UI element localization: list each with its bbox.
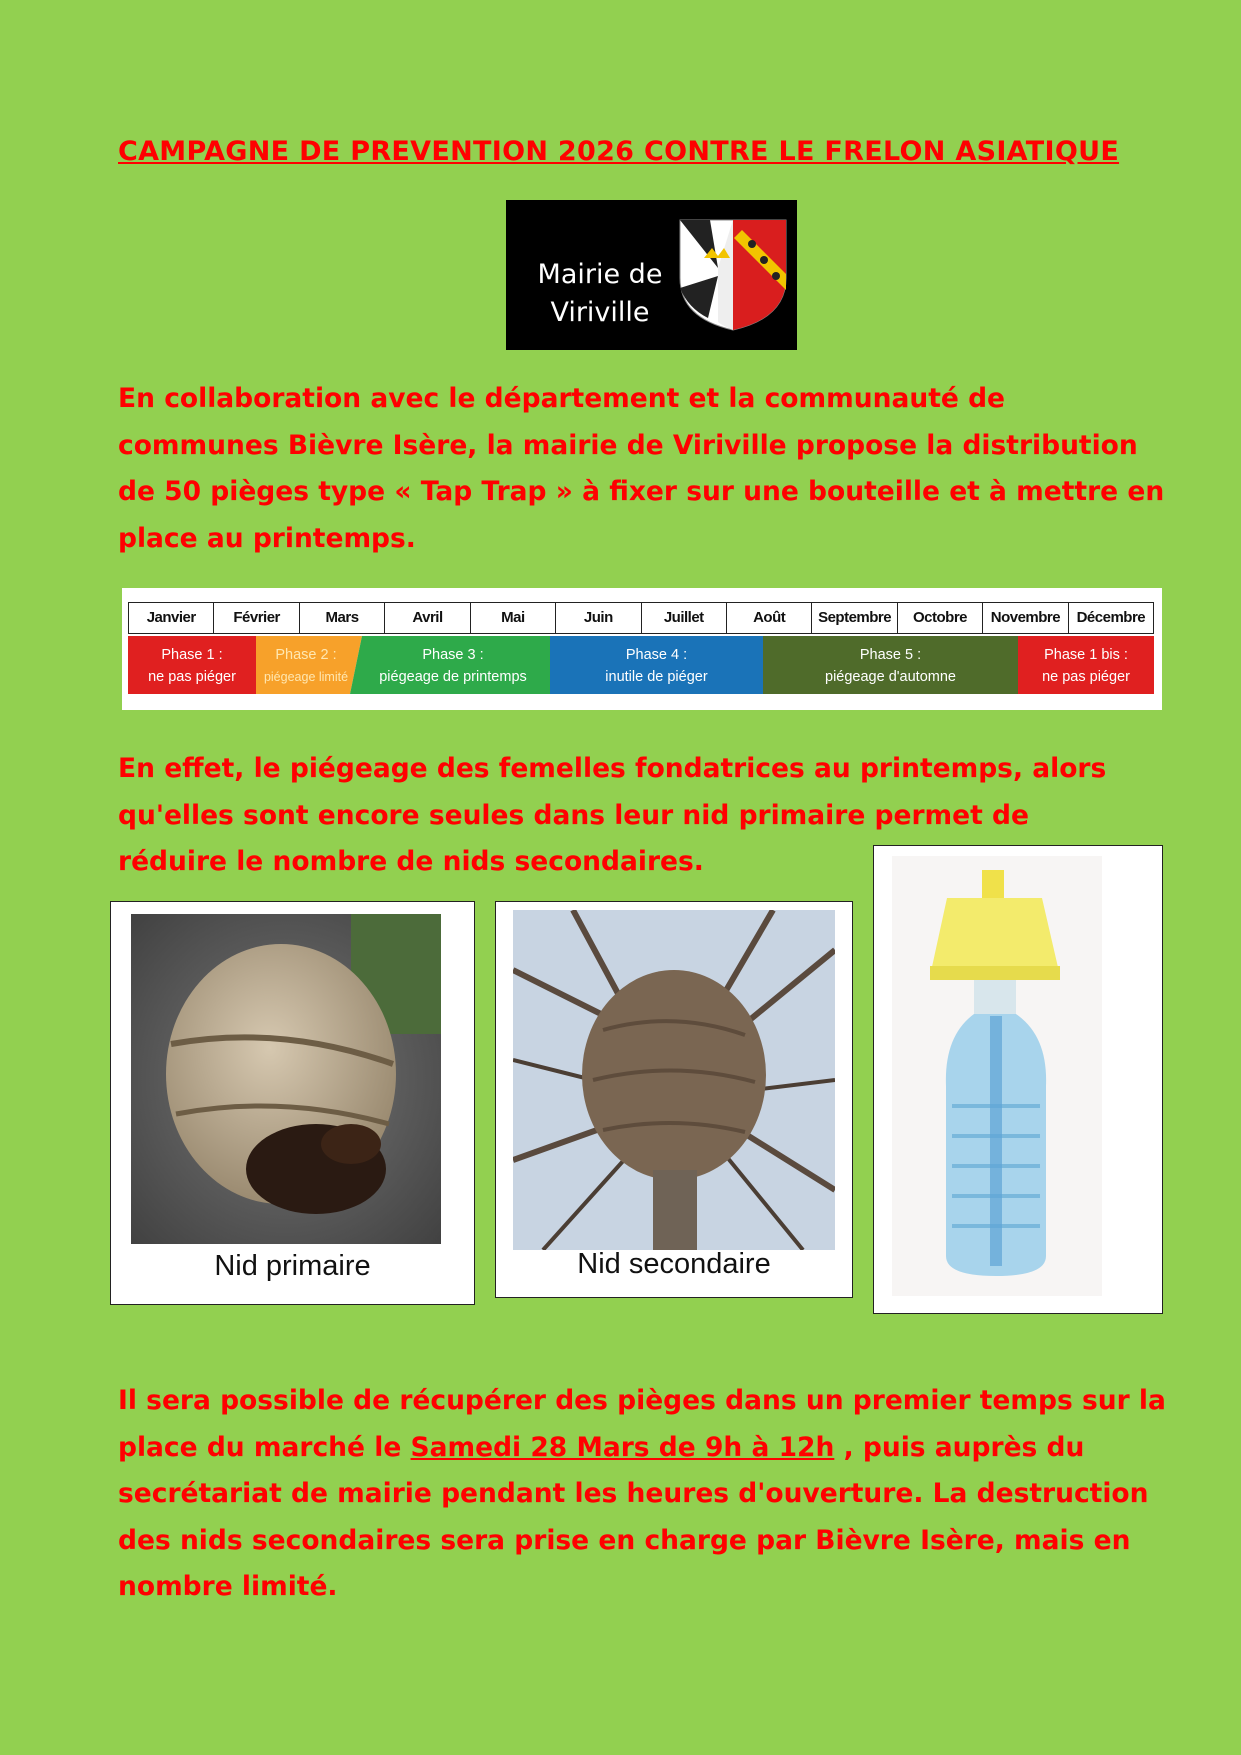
month-cell: Mars	[300, 603, 385, 633]
month-cell: Juin	[556, 603, 641, 633]
phase-label	[763, 644, 1018, 688]
phase-desc: piégeage d'automne	[825, 669, 956, 685]
month-cell: Août	[727, 603, 812, 633]
coat-of-arms-icon	[678, 218, 788, 332]
photo-primary-nest	[110, 901, 475, 1305]
phase-title: Phase 3 :	[422, 647, 484, 663]
phase-desc: ne pas piéger	[148, 669, 236, 685]
mairie-logo	[506, 200, 797, 350]
logo-line-1: Mairie de	[537, 259, 663, 290]
phase-label	[256, 644, 356, 688]
month-cell: Février	[214, 603, 299, 633]
phase-label	[1018, 644, 1154, 688]
phase-label	[550, 644, 763, 688]
logo-text	[520, 256, 680, 332]
phase-desc: piégeage de printemps	[379, 669, 527, 685]
phase-desc: ne pas piéger	[1042, 669, 1130, 685]
month-cell: Avril	[385, 603, 470, 633]
phase-title: Phase 2 :	[275, 647, 337, 663]
pickup-text-after: , puis auprès du secrétariat de mairie pendant les heures d'ouverture. La destruction des nids secondaires sera prise en charge par Bièvre Isère, mais en nombre limité.	[118, 1431, 1149, 1602]
primary-nest-image	[131, 914, 441, 1244]
phase-title: Phase 1 bis :	[1044, 647, 1128, 663]
phase-title: Phase 5 :	[859, 647, 922, 663]
pickup-text-before: Il sera possible de récupérer des pièges dans un premier temps sur la place du marché le	[118, 1385, 1166, 1463]
month-cell: Septembre	[812, 603, 897, 633]
phase-label	[356, 644, 550, 688]
caption-primary: Nid primaire	[214, 1250, 371, 1282]
intro-paragraph: En collaboration avec le département et la communauté de communes Bièvre Isère, la mairie de Viriville propose la distribution de 50 pièges type « Tap Trap » à fixer sur une bouteille et à mettre en place au printemps.	[118, 383, 1165, 554]
trapping-calendar	[122, 588, 1162, 710]
month-cell: Janvier	[129, 603, 214, 633]
phase-desc: piégeage limité	[263, 670, 349, 684]
page-title: CAMPAGNE DE PREVENTION 2026 CONTRE LE FRELON ASIATIQUE	[118, 136, 1120, 167]
pickup-date: Samedi 28 Mars de 9h à 12h	[410, 1431, 835, 1463]
logo-line-2: Viriville	[550, 297, 650, 328]
calendar-months	[128, 602, 1154, 634]
caption-secondary: Nid secondaire	[577, 1248, 771, 1280]
pickup-paragraph	[118, 1378, 1178, 1611]
phase-title: Phase 1 :	[161, 647, 223, 663]
phase-label	[128, 644, 256, 688]
phase-title: Phase 4 :	[625, 647, 688, 663]
phase-desc: inutile de piéger	[605, 669, 708, 685]
photo-tap-trap	[873, 845, 1163, 1314]
explanation-paragraph: En effet, le piégeage des femelles fondatrices au printemps, alors qu'elles sont encore seules dans leur nid primaire permet de réduire le nombre de nids secondaires.	[118, 753, 1107, 877]
calendar-phases	[128, 636, 1154, 694]
tap-trap-bottle-image	[892, 856, 1102, 1296]
month-cell: Novembre	[983, 603, 1068, 633]
month-cell: Juillet	[642, 603, 727, 633]
month-cell: Mai	[471, 603, 556, 633]
secondary-nest-image	[513, 910, 835, 1250]
photo-secondary-nest	[495, 901, 853, 1298]
month-cell: Octobre	[898, 603, 983, 633]
month-cell: Décembre	[1076, 609, 1146, 626]
